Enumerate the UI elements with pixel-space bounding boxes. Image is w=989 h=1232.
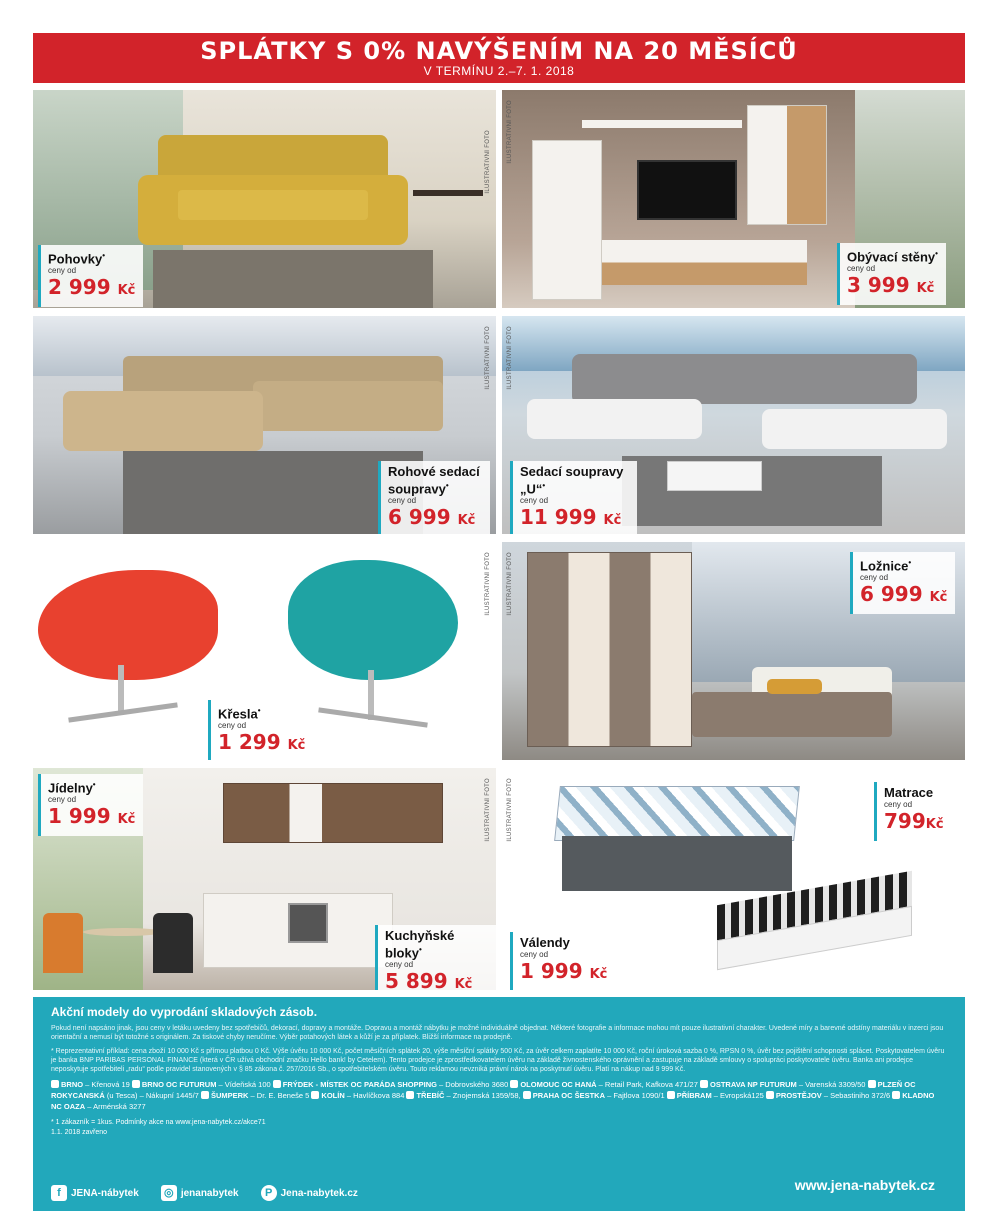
store-item bbox=[523, 1091, 667, 1100]
store-item bbox=[406, 1091, 522, 1100]
bullet-icon bbox=[868, 1080, 876, 1088]
product-name: Kuchyňské bloky bbox=[385, 928, 455, 961]
pinterest-icon: P bbox=[261, 1185, 277, 1201]
store-city: PLZEŇ OC ROKYCANSKÁ bbox=[51, 1080, 916, 1100]
product-label: Sedací soupravy „U“• ceny od 11 999 Kč bbox=[510, 461, 637, 534]
banner-subtitle: V TERMÍNU 2.–7. 1. 2018 bbox=[423, 64, 575, 78]
photo-tag: ILUSTRATIVNÍ FOTO bbox=[507, 326, 513, 390]
store-address: – Varenská 3309/50 bbox=[796, 1080, 868, 1089]
facebook-icon: f bbox=[51, 1185, 67, 1201]
store-address: – Dr. E. Beneše 5 bbox=[248, 1091, 312, 1100]
rug-image bbox=[153, 250, 433, 308]
product-label-jidelny: Jídelny• ceny od 1 999 Kč bbox=[38, 774, 143, 836]
store-address: – Znojemská 1359/58, bbox=[444, 1091, 523, 1100]
price-prefix: ceny od bbox=[860, 573, 889, 583]
price-prefix: ceny od bbox=[385, 960, 414, 970]
product-price: 2 999 Kč bbox=[48, 275, 136, 300]
kitchen-upper-cabinets-image bbox=[223, 783, 443, 843]
bed-image bbox=[692, 667, 892, 737]
product-name: Obývací stěny bbox=[847, 249, 936, 265]
cabinet-image bbox=[532, 140, 602, 300]
store-city: OLOMOUC OC HANÁ bbox=[520, 1080, 597, 1089]
store-item bbox=[132, 1080, 273, 1089]
store-address: – Sebastiniho 372/6 bbox=[821, 1091, 893, 1100]
store-address: – Arménská 3277 bbox=[85, 1102, 146, 1111]
tile-kresla[interactable] bbox=[33, 542, 496, 760]
photo-tag: ILUSTRATIVNÍ FOTO bbox=[485, 778, 491, 842]
store-item bbox=[510, 1080, 700, 1089]
website-link[interactable]: www.jena-nabytek.cz bbox=[794, 1177, 935, 1193]
store-address: – Evropská125 bbox=[711, 1091, 766, 1100]
store-item bbox=[51, 1080, 132, 1089]
tile-loznice[interactable] bbox=[502, 542, 965, 760]
product-price: 1 999 Kč bbox=[48, 804, 136, 829]
product-name: Ložnice bbox=[860, 558, 909, 574]
bullet-icon bbox=[201, 1091, 209, 1099]
facebook-link[interactable]: f JENA-nábytek bbox=[51, 1185, 139, 1201]
tv-stand-image bbox=[602, 240, 807, 285]
price-prefix: ceny od bbox=[520, 496, 549, 506]
price-prefix: ceny od bbox=[388, 496, 417, 506]
bullet-icon bbox=[667, 1091, 675, 1099]
store-item bbox=[311, 1091, 406, 1100]
store-address: – Havlíčkova 884 bbox=[344, 1091, 407, 1100]
corner-sofa-image bbox=[63, 356, 443, 466]
store-address: – Dobrovského 3680 bbox=[436, 1080, 511, 1089]
product-price: 799Kč bbox=[884, 809, 944, 833]
store-city: BRNO OC FUTURUM bbox=[141, 1080, 217, 1089]
pinterest-link[interactable]: P Jena-nabytek.cz bbox=[261, 1185, 358, 1201]
info-credit-example: * Reprezentativní příklad: cena zboží 10 000 Kč s přímou platbou 0 Kč. Výše úvěru 10 000 Kč, počet měsíčních splátek 20, výše měsíční splátky 500 Kč, za úvěr celkem zaplatíte 10 000 Kč, roční úroková sazba 0 %, RPSN 0 %, úvěr bez pojištění schopnosti splácet. Poskytovatelem úvěru je banka BNP PARIBAS PERSONAL FINANCE (která v ČR užívá obchodní značku Hello bank! by Cetelem). Tento prodejce je zprostředkovatelem úvěru na základě živnostenského oprávnění a zastupuje na základě smlouvy o spolupráci poskytovatele úvěru. Banka ani prodejce neposkytuje spotřebiteli „radu“ podle pravidel stanovených v § 85 zákona č. 257/2016 Sb., o spotřebitelském úvěru. Touto reklamou nevzniká právní nárok na poskytnutí úvěru. Platí na nákup nad 9 999 Kč. bbox=[51, 1048, 945, 1073]
store-city: PRAHA OC ŠESTKA bbox=[532, 1091, 605, 1100]
glass-cabinet-image bbox=[747, 105, 827, 225]
wall-shelf-image bbox=[582, 120, 742, 128]
banner-title: SPLÁTKY S 0% NAVÝŠENÍM NA 20 MĚSÍCŮ bbox=[200, 37, 798, 65]
bullet-icon bbox=[51, 1080, 59, 1088]
store-city: KLADNO NC OAZA bbox=[51, 1091, 935, 1111]
product-price: 1 999 Kč bbox=[520, 959, 608, 983]
store-city: BRNO bbox=[61, 1080, 84, 1089]
product-label: Rohové sedací soupravy• ceny od 6 999 Kč bbox=[378, 461, 490, 534]
footnotes bbox=[51, 1118, 947, 1138]
dining-table-image bbox=[43, 913, 193, 983]
store-city: PŘÍBRAM bbox=[676, 1091, 712, 1100]
product-name: Jídelny bbox=[48, 780, 93, 796]
product-label: Křesla• ceny od 1 299 Kč bbox=[208, 700, 313, 760]
store-item bbox=[273, 1080, 511, 1089]
product-name: Křesla bbox=[218, 706, 258, 722]
tile-sedaci-soupravy-u[interactable] bbox=[502, 316, 965, 534]
store-city: FRÝDEK - MÍSTEK OC PARÁDA SHOPPING bbox=[282, 1080, 437, 1089]
red-chair-image bbox=[38, 550, 228, 740]
product-label-matrace bbox=[874, 782, 952, 841]
instagram-icon: ◎ bbox=[161, 1185, 177, 1201]
store-city: PROSTĚJOV bbox=[775, 1091, 822, 1100]
store-address: – Křenová 19 bbox=[83, 1080, 132, 1089]
product-label: Pohovky• ceny od 2 999 Kč bbox=[38, 245, 143, 307]
bullet-icon bbox=[510, 1080, 518, 1088]
product-price: 6 999 Kč bbox=[388, 505, 476, 530]
side-table-image bbox=[413, 190, 483, 270]
price-prefix: ceny od bbox=[48, 795, 77, 805]
price-prefix: ceny od bbox=[847, 264, 876, 274]
store-address: – Fajtlova 1090/1 bbox=[605, 1091, 667, 1100]
bullet-icon bbox=[406, 1091, 414, 1099]
bullet-icon bbox=[311, 1091, 319, 1099]
oven-image bbox=[288, 903, 328, 943]
store-item bbox=[700, 1080, 868, 1089]
product-name: Sedací soupravy „U“ bbox=[520, 464, 624, 497]
product-label-valendy bbox=[510, 932, 615, 990]
u-sofa-image bbox=[527, 354, 947, 454]
store-address: – Retail Park, Kafkova 471/27 bbox=[596, 1080, 700, 1089]
footnote-2: 1.1. 2018 zavřeno bbox=[51, 1129, 108, 1136]
promo-banner bbox=[33, 33, 965, 83]
store-city: ŠUMPERK bbox=[210, 1091, 249, 1100]
price-prefix: ceny od bbox=[48, 266, 77, 276]
photo-tag: ILUSTRATIVNÍ FOTO bbox=[485, 326, 491, 390]
store-item bbox=[766, 1091, 892, 1100]
photo-tag: ILUSTRATIVNÍ FOTO bbox=[485, 130, 491, 194]
store-address: (u Tesca) – Nákupní 1445/7 bbox=[104, 1091, 201, 1100]
product-price: 3 999 Kč bbox=[847, 273, 935, 298]
tile-pohovky[interactable] bbox=[33, 90, 496, 308]
sofa-image bbox=[138, 135, 408, 255]
store-city: OSTRAVA NP FUTURUM bbox=[710, 1080, 797, 1089]
store-city: TŘEBÍČ bbox=[416, 1091, 445, 1100]
social-links bbox=[51, 1185, 358, 1201]
product-label: Obývací stěny• ceny od 3 999 Kč bbox=[837, 243, 946, 305]
product-name: Pohovky bbox=[48, 251, 103, 267]
tile-obyvaci-steny[interactable] bbox=[502, 90, 965, 308]
bullet-icon bbox=[892, 1091, 900, 1099]
bullet-icon bbox=[273, 1080, 281, 1088]
bullet-icon bbox=[700, 1080, 708, 1088]
store-address: – Vídeňská 100 bbox=[216, 1080, 273, 1089]
store-city: KOLÍN bbox=[321, 1091, 345, 1100]
product-name: Válendy bbox=[520, 935, 570, 950]
instagram-link[interactable]: ◎ jenanabytek bbox=[161, 1185, 239, 1201]
info-heading: Akční modely do vyprodání skladových zásob. bbox=[51, 1005, 318, 1019]
photo-tag: ILUSTRATIVNÍ FOTO bbox=[507, 100, 513, 164]
tv-image bbox=[637, 160, 737, 220]
store-list bbox=[51, 1079, 947, 1112]
tile-rohove-sedaci-soupravy[interactable] bbox=[33, 316, 496, 534]
bullet-icon bbox=[523, 1091, 531, 1099]
info-disclaimer: Pokud není napsáno jinak, jsou ceny v letáku uvedeny bez spotřebičů, dekorací, dopravy a montáže. Dopravu a montáž nábytku je možné individuálně objednat. Některé fotografie a informace mohou mít pouze ilustrativní charakter. Uvedené míry a barevné odstíny materiálu v inzerci jsou orientační a nemusí být totožné s originálem. Za tiskové chyby neručíme. Výběr potahových látek a kůží je za příplatek. Bližší informace na prodejně. bbox=[51, 1025, 944, 1041]
product-price: 11 999 Kč bbox=[520, 505, 622, 530]
price-prefix: ceny od bbox=[520, 950, 549, 959]
mattress-image bbox=[717, 863, 917, 973]
product-name: Rohové sedací soupravy bbox=[388, 464, 480, 497]
bullet-icon bbox=[132, 1080, 140, 1088]
product-price: 6 999 Kč bbox=[860, 582, 948, 607]
tile-kuchyne[interactable] bbox=[33, 768, 496, 990]
product-label: Ložnice• ceny od 6 999 Kč bbox=[850, 552, 955, 614]
price-prefix: ceny od bbox=[884, 800, 913, 809]
product-name: Matrace bbox=[884, 785, 934, 800]
store-item bbox=[201, 1091, 311, 1100]
price-prefix: ceny od bbox=[218, 721, 247, 731]
photo-tag: ILUSTRATIVNÍ FOTO bbox=[507, 778, 513, 842]
store-item bbox=[667, 1091, 766, 1100]
bullet-icon bbox=[766, 1091, 774, 1099]
tile-valendy-matrace[interactable] bbox=[502, 768, 965, 990]
info-panel bbox=[33, 997, 965, 1211]
wardrobe-image bbox=[527, 552, 692, 747]
photo-tag: ILUSTRATIVNÍ FOTO bbox=[485, 552, 491, 616]
product-price: 5 899 Kč bbox=[385, 969, 473, 990]
product-price: 1 299 Kč bbox=[218, 730, 306, 755]
footnote-1: * 1 zákazník = 1kus. Podmínky akce na www.jena-nabytek.cz/akce71 bbox=[51, 1119, 266, 1126]
photo-tag: ILUSTRATIVNÍ FOTO bbox=[507, 552, 513, 616]
coffee-table-image bbox=[667, 461, 762, 491]
product-label-kuchynske-bloky: Kuchyňské bloky• ceny od 5 899 Kč bbox=[375, 925, 496, 990]
